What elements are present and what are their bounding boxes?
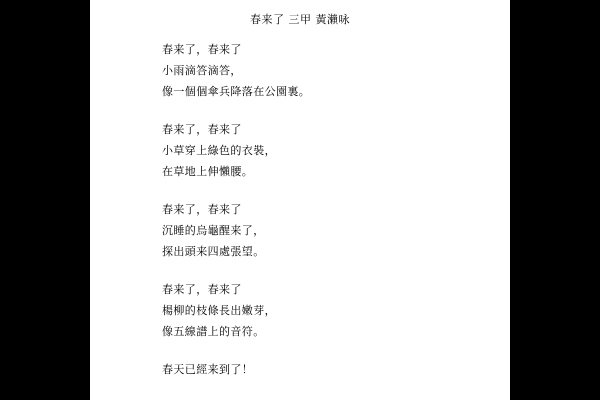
poem-line: 春来了，春来了 xyxy=(162,203,242,216)
poem-line: 春天已經来到了！ xyxy=(162,363,254,376)
stanza xyxy=(162,39,510,102)
poem-line: 春来了，春来了 xyxy=(162,123,242,136)
page-title: 春来了 三甲 黃瀨咏 xyxy=(250,13,350,26)
document-body xyxy=(90,27,510,380)
stanza xyxy=(162,119,510,182)
document-page xyxy=(90,0,510,400)
stanza xyxy=(162,279,510,342)
poem-line: 小草穿上綠色的衣裝， xyxy=(162,144,276,157)
poem-line: 在草地上伸懶腰。 xyxy=(162,165,254,178)
poem-line: 沉睡的烏龜醒来了， xyxy=(162,224,265,237)
poem-line: 像一個個傘兵降落在公園裏。 xyxy=(162,85,311,98)
poem-line: 探出頭来四處張望。 xyxy=(162,245,265,258)
stanza xyxy=(162,199,510,262)
poem-line: 小雨滴答滴答， xyxy=(162,64,242,77)
stanza xyxy=(162,359,510,380)
poem-line: 像五線譜上的音符。 xyxy=(162,325,265,338)
poem-line: 春来了，春来了 xyxy=(162,43,242,56)
poem-line: 春来了，春来了 xyxy=(162,283,242,296)
poem-line: 楊柳的枝條長出嫩芽， xyxy=(162,304,276,317)
